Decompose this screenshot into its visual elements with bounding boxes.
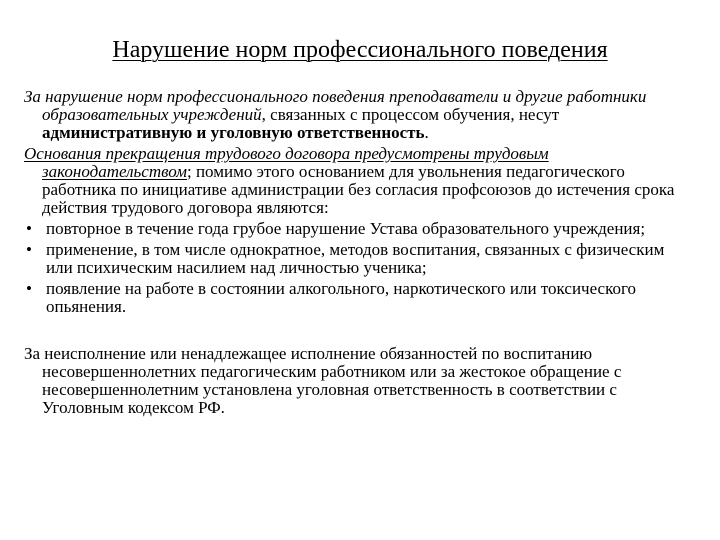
- bullet-item-2: [24, 241, 694, 277]
- paragraph-termination: [24, 145, 694, 217]
- paragraph-responsibility-italic: За нарушение норм профессионального поведения преподаватели и другие работники образовательных учреждений: [24, 87, 647, 124]
- paragraph-termination-italic: Основания прекращения трудового договора предусмотрены трудовым законодательством: [24, 144, 549, 181]
- bullet-icon: •: [26, 219, 32, 238]
- bullet-item-1: [24, 220, 694, 238]
- paragraph-responsibility-plain: , связанных с процессом обучения, несут: [261, 105, 560, 124]
- paragraph-criminal-liability: За неисполнение или ненадлежащее исполнение обязанностей по воспитанию несовершеннолетних педагогическим работником или за жестокое обращение с несовершеннолетним установлена уголовная ответственность в соответствии с Уголовным кодексом РФ.: [24, 344, 622, 417]
- paragraph-responsibility-end: .: [424, 123, 429, 142]
- bullet-icon: •: [26, 240, 32, 259]
- bullet-item-3: [24, 280, 694, 316]
- bullet-item-text: применение, в том числе однократное, методов воспитания, связанных с физическим или психическим насилием над личностью ученика;: [46, 240, 665, 277]
- paragraph-responsibility-bold: административную и уголовную ответственность: [42, 123, 425, 142]
- bullet-item-text: повторное в течение года грубое нарушение Устава образовательного учреждения;: [46, 219, 646, 238]
- slide-title: Нарушение норм профессионального поведения: [112, 37, 608, 63]
- paragraph-responsibility: [24, 88, 694, 142]
- slide-body: [24, 88, 694, 417]
- paragraph-termination-plain: ; помимо этого основанием для увольнения педагогического работника по инициативе администрации без согласия профсоюзов до истечения срока действия трудового договора являются:: [42, 162, 675, 217]
- bullet-item-text: появление на работе в состоянии алкогольного, наркотического или токсического опьянения.: [46, 279, 637, 316]
- bullet-icon: •: [26, 279, 32, 298]
